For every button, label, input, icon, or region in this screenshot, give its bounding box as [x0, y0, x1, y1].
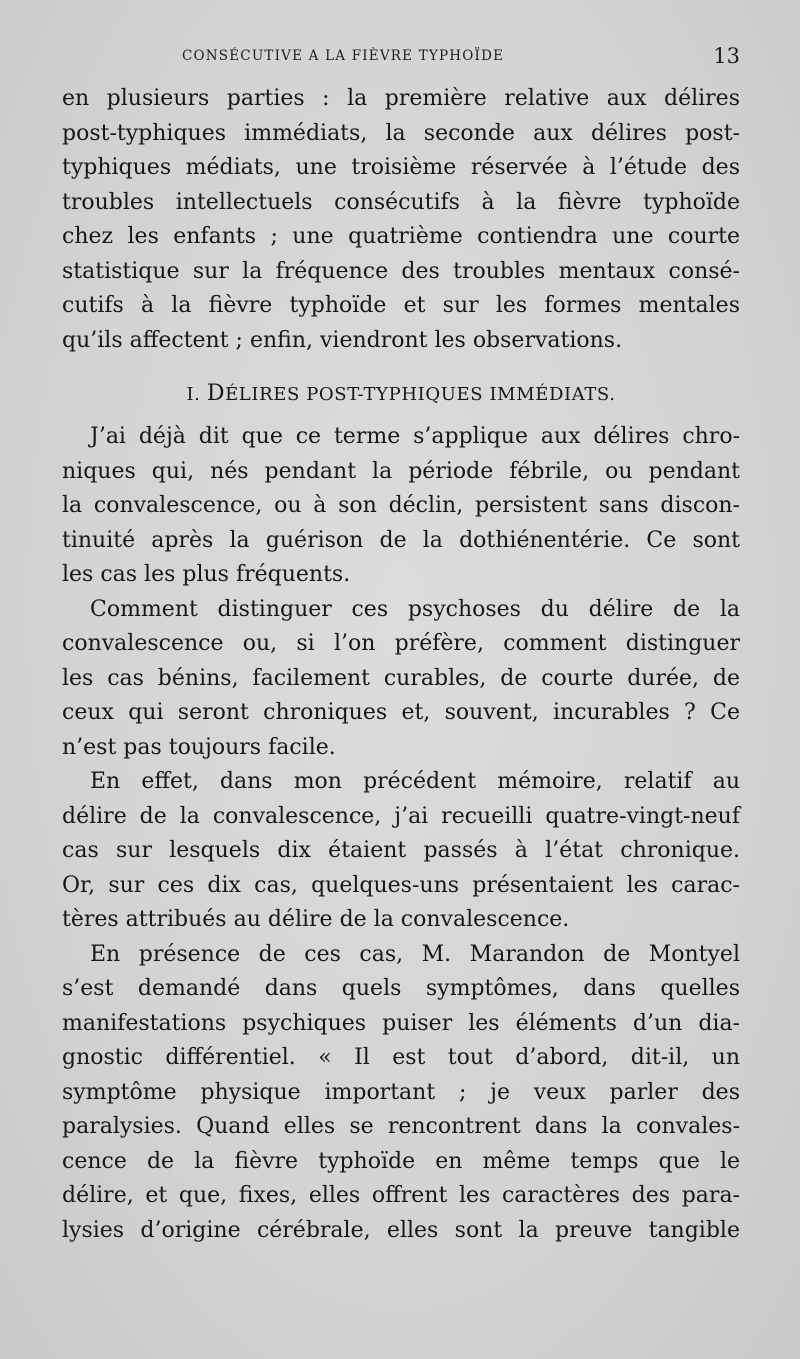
text-line: En présence de ces cas, M. Marandon de Montyel: [90, 941, 740, 967]
text-line: tères attribués au délire de la convalescence.: [62, 907, 570, 932]
section-initial: D: [206, 381, 226, 406]
text-line: n’est pas toujours facile.: [62, 734, 336, 760]
text-line: tinuité après la guérison de la dothiénentérie. Ce sont: [62, 527, 740, 553]
text-line: délire, et que, fixes, elles offrent les caractères des para-: [62, 1183, 740, 1208]
text-line: Comment distinguer ces psychoses du délire de la: [90, 596, 740, 622]
page-number: 13: [713, 44, 740, 68]
text-line: les cas bénins, facilement curables, de courte durée, de: [62, 665, 740, 691]
text-line: cas sur lesquels dix étaient passés à l’état chronique.: [62, 838, 740, 863]
text-line: s’est demandé dans quels symptômes, dans quelles: [62, 976, 740, 1001]
text-line: post-typhiques immédiats, la seconde aux délires post-: [62, 120, 740, 146]
text-line: la convalescence, ou à son déclin, persistent sans discon-: [62, 493, 740, 518]
section-heading: [62, 376, 740, 412]
text-line: manifestations psychiques puiser les éléments d’un dia-: [62, 1010, 740, 1036]
text-line: cence de la fièvre typhoïde en même temps que le: [62, 1148, 740, 1174]
paragraph-4: [62, 938, 740, 1249]
text-line: niques qui, nés pendant la période fébrile, ou pendant: [62, 458, 740, 484]
text-line: troubles intellectuels consécutifs à la fièvre typhoïde: [62, 189, 740, 215]
text-line: gnostic différentiel. « Il est tout d’abord, dit-il, un: [62, 1045, 740, 1070]
text-line: symptôme physique important ; je veux parler des: [62, 1079, 740, 1105]
text-line: Or, sur ces dix cas, quelques-uns présentaient les carac-: [62, 872, 740, 898]
section-number: I.: [186, 384, 201, 405]
paragraph-3: [62, 765, 740, 938]
text-line: les cas les plus fréquents.: [62, 562, 351, 587]
text-line: J’ai déjà dit que ce terme s’applique aux délires chro-: [90, 424, 740, 449]
text-line: en plusieurs parties : la première relative aux délires: [62, 86, 740, 111]
text-line: chez les enfants ; une quatrième contiendra une courte: [62, 224, 740, 249]
text-line: ceux qui seront chroniques et, souvent, incurables ? Ce: [62, 700, 740, 725]
text-line: cutifs à la fièvre typhoïde et sur les formes mentales: [62, 293, 740, 318]
text-line: statistique sur la fréquence des troubles mentaux consé-: [62, 258, 740, 284]
text-line: En effet, dans mon précédent mémoire, relatif au: [90, 769, 740, 794]
intro-paragraph: [62, 82, 740, 358]
paragraph-2: [62, 593, 740, 766]
running-head: [62, 46, 740, 70]
text-line: convalescence ou, si l’on préfère, comment distinguer: [62, 631, 740, 656]
running-title: CONSÉCUTIVE A LA FIÈVRE TYPHOÏDE: [182, 48, 505, 64]
text-line: paralysies. Quand elles se rencontrent dans la convales-: [62, 1114, 740, 1139]
text-line: délire de la convalescence, j’ai recueilli quatre-vingt-neuf: [62, 803, 740, 829]
paragraph-1: [62, 420, 740, 593]
text-line: typhiques médiats, une troisième réservée à l’étude des: [62, 155, 740, 180]
text-line: lysies d’origine cérébrale, elles sont la preuve tangible: [62, 1217, 740, 1243]
section-title: ÉLIRES POST-TYPHIQUES IMMÉDIATS.: [225, 384, 616, 405]
body-text: [62, 82, 740, 1248]
text-line: qu’ils affectent ; enfin, viendront les observations.: [62, 327, 623, 353]
